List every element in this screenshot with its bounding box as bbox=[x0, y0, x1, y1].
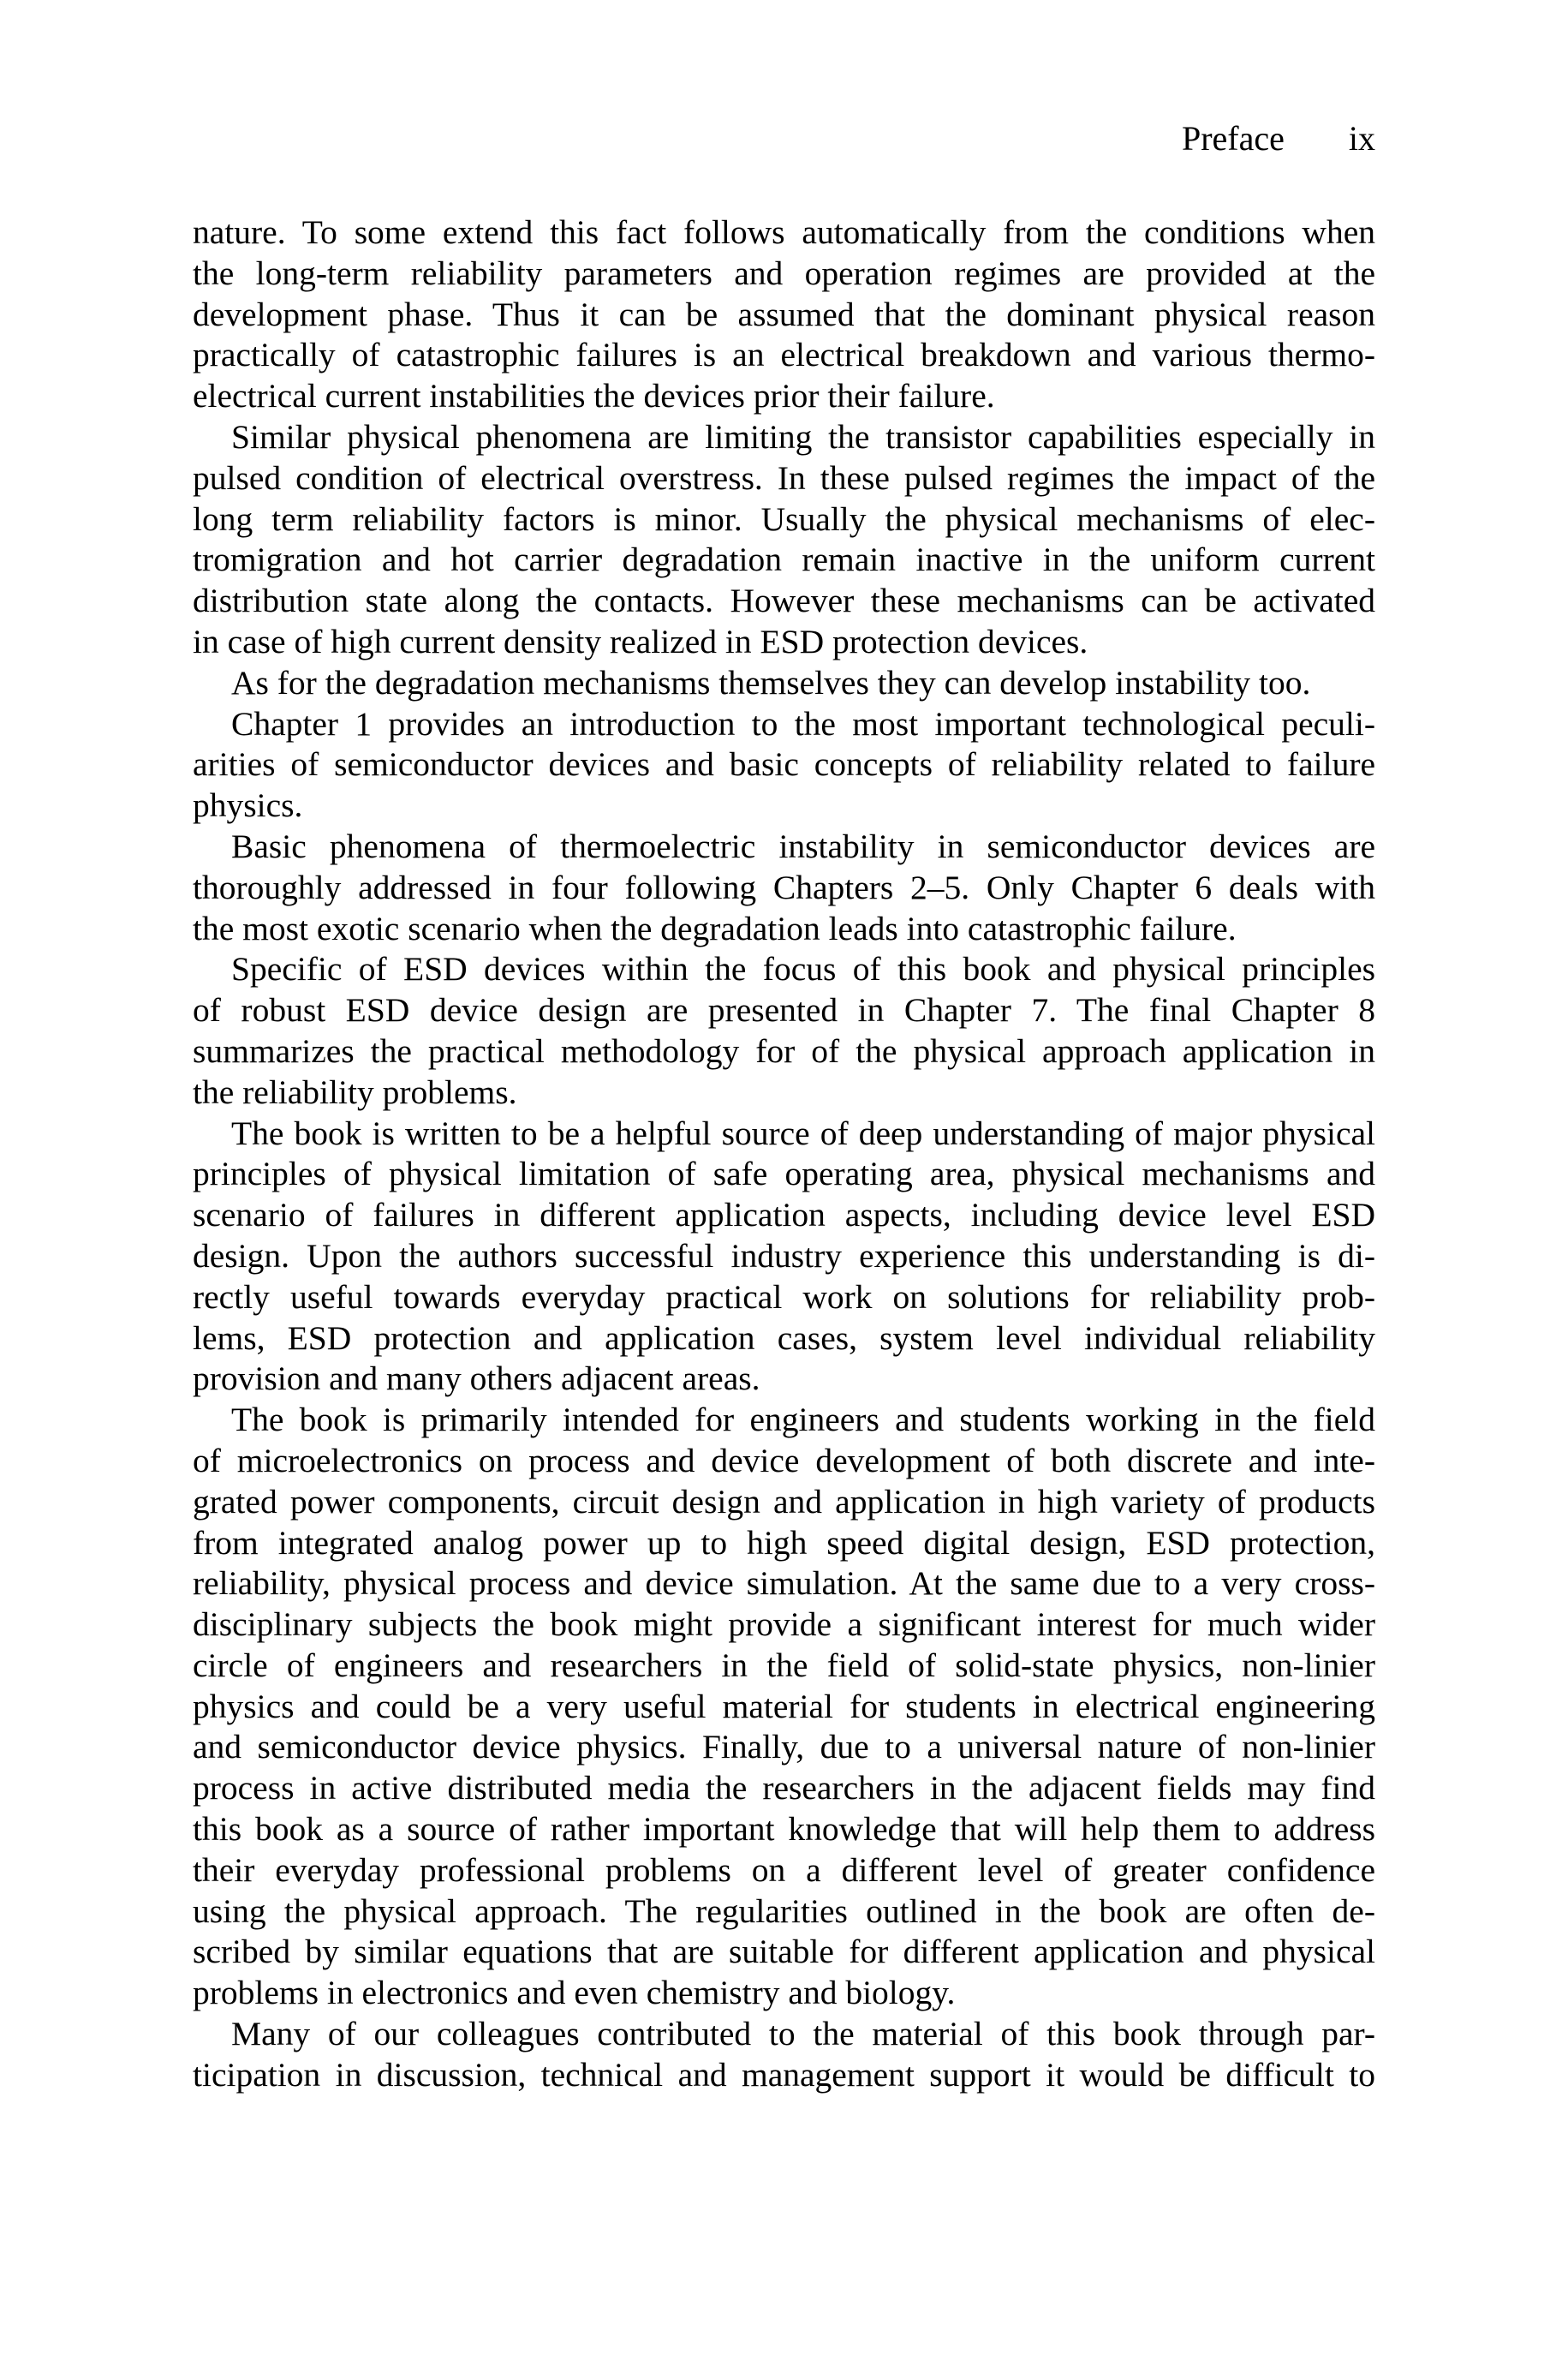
text-line: arities of semiconductor devices and basic concepts of reliability related to failure bbox=[193, 745, 1375, 784]
text-line: practically of catastrophic failures is an electrical breakdown and various thermo- bbox=[193, 336, 1375, 374]
text-line: Basic phenomena of thermoelectric instability in semiconductor devices are bbox=[231, 827, 1375, 865]
text-line: and semiconductor device physics. Finally, due to a universal nature of non-linier bbox=[193, 1728, 1375, 1766]
text-line: disciplinary subjects the book might provide a significant interest for much wider bbox=[193, 1605, 1375, 1644]
text-line: thoroughly addressed in four following Chapters 2–5. Only Chapter 6 deals with bbox=[193, 868, 1375, 906]
text-line: electrical current instabilities the devices prior their failure. bbox=[193, 377, 995, 415]
text-line: The book is written to be a helpful source of deep understanding of major physical bbox=[231, 1114, 1375, 1152]
text-line: the long-term reliability parameters and operation regimes are provided at the bbox=[193, 254, 1375, 292]
text-line: rectly useful towards everyday practical work on solutions for reliability prob- bbox=[193, 1277, 1375, 1316]
text-line: using the physical approach. The regularities outlined in the book are often de- bbox=[193, 1891, 1375, 1930]
text-line: pulsed condition of electrical overstress. In these pulsed regimes the impact of the bbox=[193, 458, 1375, 497]
paragraph bbox=[193, 2014, 1375, 2096]
text-line: reliability, physical process and device simulation. At the same due to a very cross- bbox=[193, 1564, 1375, 1603]
text-line: summarizes the practical methodology for of the physical approach application in bbox=[193, 1031, 1375, 1070]
text-line: this book as a source of rather important knowledge that will help them to address bbox=[193, 1810, 1375, 1849]
text-line: physics. bbox=[193, 786, 303, 825]
paragraph bbox=[193, 663, 1375, 704]
text-line: in case of high current density realized in ESD protection devices. bbox=[193, 622, 1088, 660]
text-line: ticipation in discussion, technical and management support it would be difficult to bbox=[193, 2055, 1375, 2094]
page-body bbox=[193, 212, 1375, 2096]
text-line: As for the degradation mechanisms themselves they can develop instability too. bbox=[231, 663, 1311, 702]
text-line: design. Upon the authors successful industry experience this understanding is di- bbox=[193, 1236, 1375, 1275]
text-line: tromigration and hot carrier degradation remain inactive in the uniform current bbox=[193, 541, 1375, 579]
running-head-title: Preface bbox=[1181, 119, 1285, 158]
text-line: Chapter 1 provides an introduction to the most important technological peculi- bbox=[231, 704, 1375, 743]
text-line: Similar physical phenomena are limiting the transistor capabilities especially in bbox=[231, 417, 1375, 456]
text-line: lems, ESD protection and application cases, system level individual reliability bbox=[193, 1318, 1375, 1357]
text-line: the reliability problems. bbox=[193, 1072, 517, 1111]
text-line: their everyday professional problems on a different level of greater confidence bbox=[193, 1850, 1375, 1889]
text-line: Many of our colleagues contributed to the material of this book through par- bbox=[231, 2015, 1375, 2053]
paragraph bbox=[193, 1400, 1375, 2014]
text-line: circle of engineers and researchers in the field of solid-state physics, non-linier bbox=[193, 1646, 1375, 1684]
text-line: distribution state along the contacts. However these mechanisms can be activated bbox=[193, 582, 1375, 620]
page-number: ix bbox=[1348, 119, 1375, 158]
paragraph bbox=[193, 827, 1375, 949]
running-header bbox=[193, 118, 1375, 159]
text-line: provision and many others adjacent areas. bbox=[193, 1359, 760, 1398]
text-line: problems in electronics and even chemistry and biology. bbox=[193, 1974, 956, 2012]
text-line: development phase. Thus it can be assumed that the dominant physical reason bbox=[193, 295, 1375, 333]
paragraph bbox=[193, 704, 1375, 827]
text-line: physics and could be a very useful material for students in electrical engineering bbox=[193, 1687, 1375, 1725]
text-line: The book is primarily intended for engineers and students working in the field bbox=[231, 1401, 1375, 1439]
paragraph bbox=[193, 1114, 1375, 1401]
text-line: scenario of failures in different application aspects, including device level ESD bbox=[193, 1196, 1375, 1234]
text-line: grated power components, circuit design and application in high variety of products bbox=[193, 1482, 1375, 1521]
text-line: process in active distributed media the researchers in the adjacent fields may find bbox=[193, 1769, 1375, 1807]
paragraph bbox=[193, 949, 1375, 1113]
paragraph bbox=[193, 212, 1375, 417]
text-line: the most exotic scenario when the degradation leads into catastrophic failure. bbox=[193, 909, 1237, 947]
text-line: scribed by similar equations that are suitable for different application and physical bbox=[193, 1933, 1375, 1971]
text-line: of microelectronics on process and device development of both discrete and inte- bbox=[193, 1441, 1375, 1479]
text-line: principles of physical limitation of safe operating area, physical mechanisms and bbox=[193, 1155, 1375, 1193]
paragraph bbox=[193, 417, 1375, 663]
text-line: Specific of ESD devices within the focus of this book and physical principles bbox=[231, 950, 1375, 989]
text-line: from integrated analog power up to high speed digital design, ESD protection, bbox=[193, 1523, 1375, 1562]
text-line: of robust ESD device design are presented in Chapter 7. The final Chapter 8 bbox=[193, 991, 1375, 1030]
text-line: long term reliability factors is minor. Usually the physical mechanisms of elec- bbox=[193, 499, 1375, 538]
text-line: nature. To some extend this fact follows automatically from the conditions when bbox=[193, 213, 1375, 251]
